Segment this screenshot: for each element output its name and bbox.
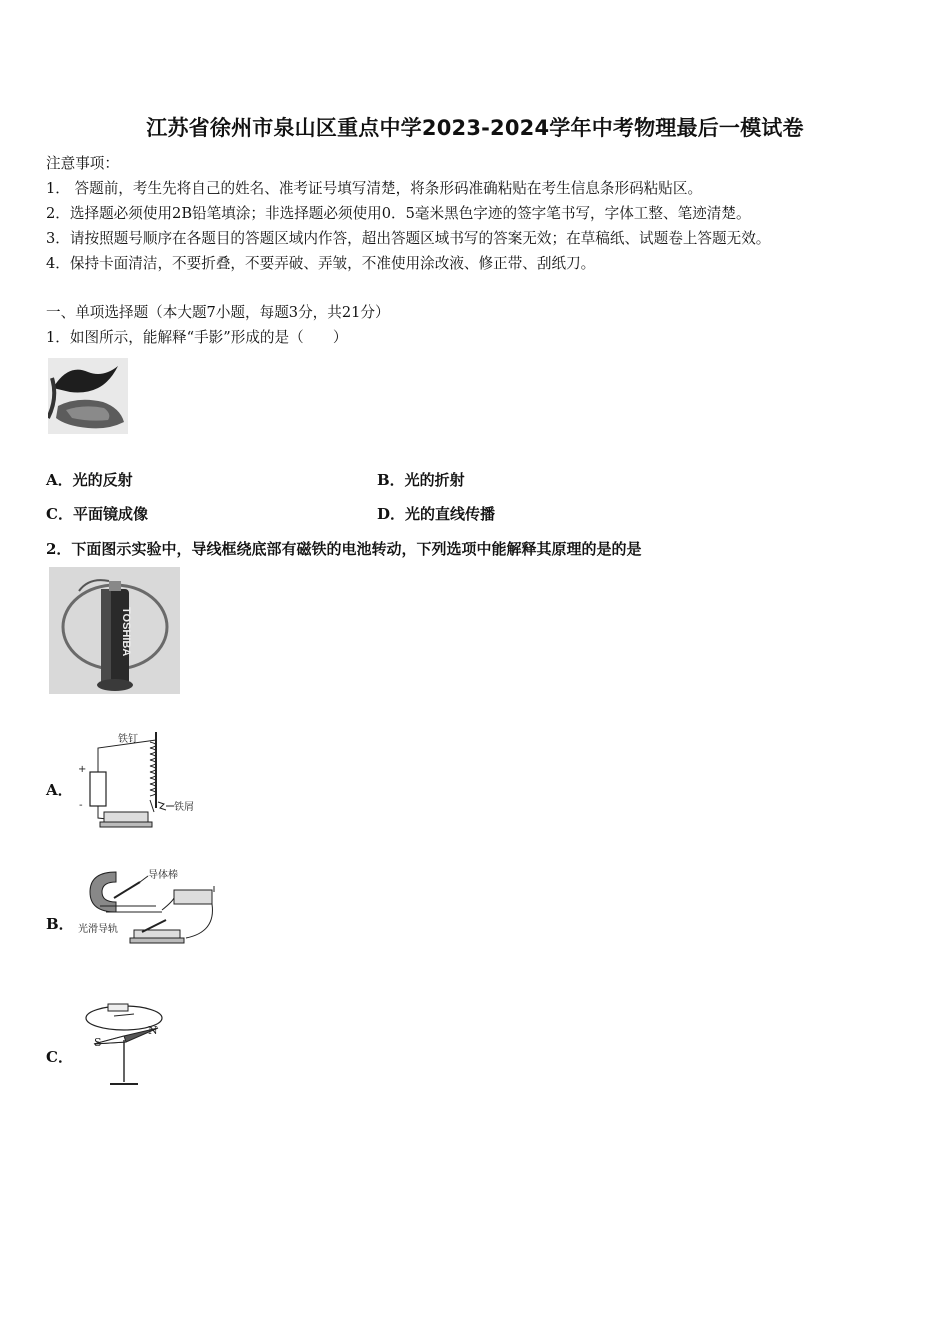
q2-option-b-label[interactable]: B． xyxy=(46,915,74,933)
north-pole-label: N xyxy=(148,1024,158,1037)
notes-heading: 注意事项： xyxy=(46,155,119,172)
nail-label: 铁钉 xyxy=(118,734,138,745)
note-item-2: 2．选择题必须使用2B铅笔填涂；非选择题必须使用0．5毫米黑色字迹的签字笔书写，字体工整、笔迹清楚。 xyxy=(46,205,751,222)
q2-option-c-label[interactable]: C． xyxy=(46,1048,73,1066)
compass-needle-diagram xyxy=(80,994,170,1094)
section-heading: 一、单项选择题（本大题7小题，每题3分，共21分） xyxy=(46,304,390,321)
hand-shadow-photo xyxy=(48,358,128,434)
note-item-1: 1． 答题前，考生先将自己的姓名、准考证号填写清楚，将条形码准确粘贴在考生信息条形码粘贴区。 xyxy=(46,180,703,197)
battery-brand-label: TOSHIBA xyxy=(120,607,132,657)
q1-option-d[interactable]: D．光的直线传播 xyxy=(377,505,496,523)
conductor-rod-diagram xyxy=(76,862,226,956)
note-item-3: 3．请按照题号顺序在各题目的答题区域内作答，超出答题区域书写的答案无效；在草稿纸、试题卷上答题无效。 xyxy=(46,230,771,247)
q2-stem: 2．下面图示实验中，导线框绕底部有磁铁的电池转动，下列选项中能解释其原理的是的是 xyxy=(46,540,642,558)
rod-label: 导体棒 xyxy=(148,870,178,881)
south-pole-label: S xyxy=(94,1036,102,1049)
q1-option-c[interactable]: C．平面镜成像 xyxy=(46,505,148,523)
q1-option-a[interactable]: A．光的反射 xyxy=(46,471,133,489)
q1-option-b[interactable]: B．光的折射 xyxy=(377,471,465,489)
rail-label: 光滑导轨 xyxy=(78,924,118,935)
battery-motor-photo xyxy=(49,567,180,694)
q1-stem: 1．如图所示，能解释“手影”形成的是（ ） xyxy=(46,329,348,346)
electromagnet-diagram xyxy=(76,728,206,832)
plus-sign: + xyxy=(78,764,87,775)
minus-sign: - xyxy=(79,800,83,811)
note-item-4: 4．保持卡面清洁，不要折叠，不要弄破、弄皱，不准使用涂改液、修正带、刮纸刀。 xyxy=(46,255,596,272)
page-title: 江苏省徐州市泉山区重点中学2023-2024学年中考物理最后一模试卷 xyxy=(146,116,804,140)
q2-option-a-label[interactable]: A． xyxy=(46,781,73,799)
filings-label: 铁屑 xyxy=(174,802,194,813)
